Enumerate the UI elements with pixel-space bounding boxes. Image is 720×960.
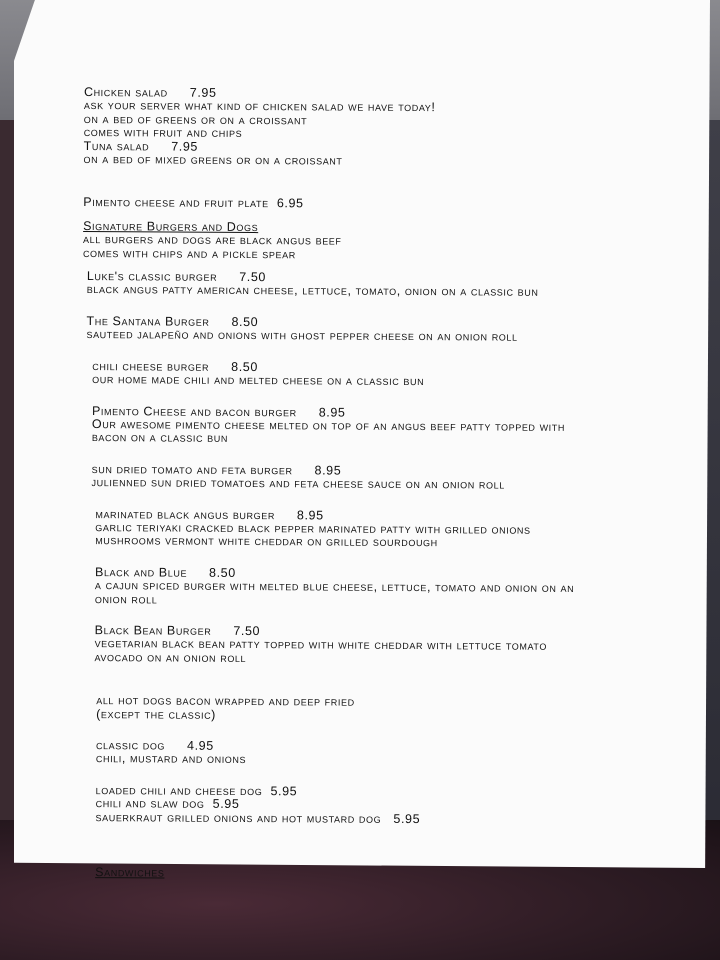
item-description: chili, mustard and onions bbox=[95, 751, 247, 767]
item-description: black angus patty american cheese, lettuce, tomato, onion on a classic bun bbox=[86, 282, 539, 300]
item-description: a cajun spiced burger with melted blue cheese, lettuce, tomato and onion on an bbox=[94, 578, 575, 596]
item-description: on a bed of greens or on a croissant bbox=[83, 111, 308, 128]
item-description: bacon on a classic bun bbox=[91, 430, 229, 446]
item-name: marinated black angus burger bbox=[95, 506, 276, 522]
item-price: 8.50 bbox=[209, 565, 236, 580]
item-name: Luke's classic burger bbox=[86, 269, 218, 284]
item-name: sauerkraut grilled onions and hot mustard dog bbox=[95, 809, 382, 826]
item-price: 7.50 bbox=[233, 623, 261, 639]
item-name: Black Bean Burger bbox=[94, 623, 212, 638]
item-price: 7.95 bbox=[171, 139, 199, 154]
item-price: 8.95 bbox=[314, 463, 342, 478]
item-description: onion roll bbox=[94, 591, 158, 607]
section-note: comes with chips and a pickle spear bbox=[82, 245, 296, 261]
item-name: Black and Blue bbox=[94, 564, 188, 580]
dogs-note: (except the classic) bbox=[96, 706, 217, 722]
item-description: on a bed of mixed greens or on a croissant bbox=[83, 152, 343, 168]
item-price: 5.95 bbox=[393, 811, 421, 826]
item-description: comes with fruit and chips bbox=[83, 125, 243, 141]
item-price: 6.95 bbox=[276, 196, 304, 211]
dogs-note: all hot dogs bacon wrapped and deep fried bbox=[96, 693, 355, 709]
item-price: 8.50 bbox=[231, 359, 258, 374]
item-description: sauteed jalapeño and onions with ghost pepper cheese on an onion roll bbox=[86, 327, 518, 344]
item-description: garlic teriyaki cracked black pepper marinated patty with grilled onions bbox=[95, 520, 531, 537]
item-description: avocado on an onion roll bbox=[94, 649, 247, 665]
item-description: our home made chili and melted cheese on a classic bun bbox=[92, 372, 425, 389]
item-price: 5.95 bbox=[212, 797, 240, 812]
item-price: 8.95 bbox=[318, 404, 346, 420]
item-description: ask your server what kind of chicken salad we have today! bbox=[83, 98, 436, 115]
item-name: The Santana Burger bbox=[86, 313, 210, 329]
menu-content bbox=[79, 86, 644, 883]
item-description: vegetarian black bean patty topped with white cheddar with lettuce tomato bbox=[94, 636, 548, 654]
item-price: 5.95 bbox=[270, 783, 298, 799]
item-name: Pimento Cheese and bacon burger bbox=[91, 403, 297, 419]
section-note: all burgers and dogs are black angus beef bbox=[83, 232, 342, 248]
item-price: 7.95 bbox=[189, 85, 217, 100]
item-description: Our awesome pimento cheese melted on top of an angus beef patty topped with bbox=[91, 416, 566, 434]
item-price: 4.95 bbox=[187, 738, 214, 753]
item-name: sun dried tomato and feta burger bbox=[91, 461, 293, 477]
item-name: chili cheese burger bbox=[92, 358, 210, 374]
item-name: classic dog bbox=[95, 738, 166, 753]
item-name: chili and slaw dog bbox=[95, 796, 205, 811]
item-description: mushrooms vermont white cheddar on grilled sourdough bbox=[95, 533, 438, 550]
item-price: 8.95 bbox=[296, 507, 324, 523]
item-name: Tuna salad bbox=[83, 138, 150, 154]
item-price: 7.50 bbox=[239, 270, 267, 285]
section-heading-sandwiches: Sandwiches bbox=[95, 865, 165, 880]
item-price: 8.50 bbox=[231, 314, 259, 329]
item-description: julienned sun dried tomatoes and feta cheese sauce on an onion roll bbox=[91, 475, 505, 492]
item-name: Chicken salad bbox=[83, 85, 168, 100]
item-name: Pimento cheese and fruit plate bbox=[83, 195, 269, 211]
section-heading-burgers: Signature Burgers and Dogs bbox=[83, 218, 259, 234]
item-name: loaded chili and cheese dog bbox=[95, 782, 263, 798]
